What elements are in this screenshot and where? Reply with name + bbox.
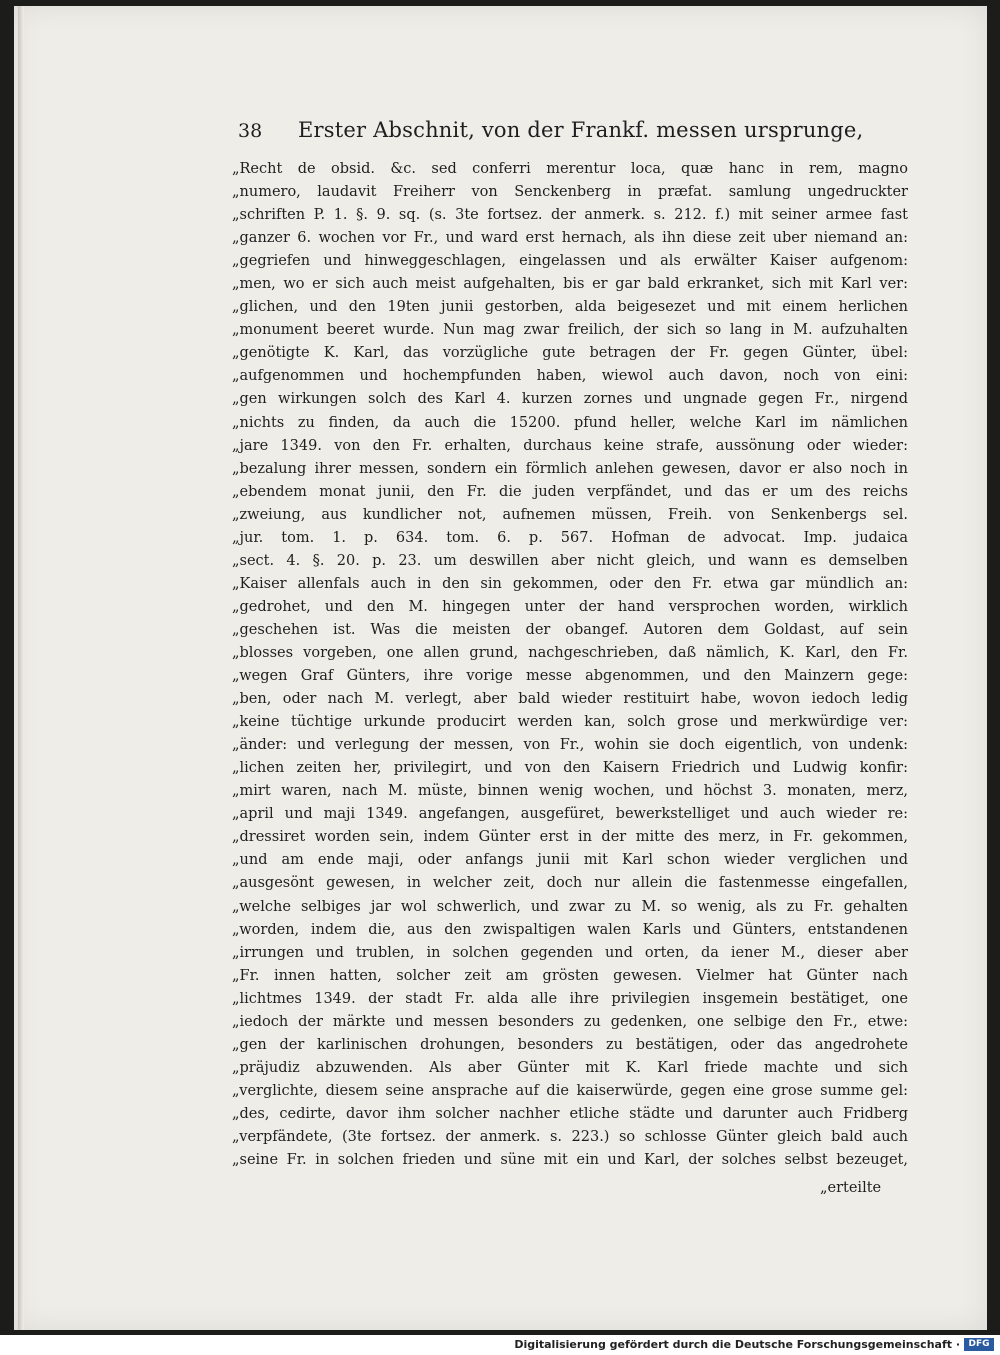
text-line: „dressiret worden sein, indem Günter erst in der mitte des merz, in Fr. gekommen, <box>232 829 908 846</box>
text-line: „ausgesönt gewesen, in welcher zeit, doch nur allein die fastenmesse eingefallen, <box>232 875 908 892</box>
text-line: „jare 1349. von den Fr. erhalten, durchaus keine strafe, aussönung oder wieder: <box>232 437 908 454</box>
text-line: „Kaiser allenfals auch in den sin gekommen, oder den Fr. etwa gar mündlich an: <box>232 575 908 592</box>
text-line: „sect. 4. §. 20. p. 23. um deswillen aber nicht gleich, und wann es demselben <box>232 552 908 569</box>
text-line: „worden, indem die, aus den zwispaltigen walen Karls und Günters, entstandenen <box>232 921 908 938</box>
footer-credit: Digitalisierung gefördert durch die Deutsche Forschungsgemeinschaft · <box>514 1338 960 1351</box>
text-line: „blosses vorgeben, one allen grund, nachgeschrieben, daß nämlich, K. Karl, den Fr. <box>232 644 908 661</box>
text-line: „keine tüchtige urkunde producirt werden kan, solch grose und merkwürdige ver: <box>232 714 908 731</box>
text-line: „Recht de obsid. &c. sed conferri merentur loca, quæ hanc in rem, magno <box>232 161 908 177</box>
text-line: „monument beeret wurde. Nun mag zwar freilich, der sich so lang in M. aufzuhalten <box>232 322 908 339</box>
text-line: „nichts zu finden, da auch die 15200. pfund heller, welche Karl im nämlichen <box>232 414 908 431</box>
text-line: „seine Fr. in solchen frieden und süne mit ein und Karl, der solches selbst bezeuget, <box>232 1152 908 1169</box>
text-line: „ben, oder nach M. verlegt, aber bald wieder restituirt habe, wovon iedoch ledig <box>232 691 908 708</box>
text-line: „änder: und verlegung der messen, von Fr., wohin sie doch eigentlich, von undenk: <box>232 737 908 754</box>
text-line: „des, cedirte, davor ihm solcher nachher etliche städte und darunter auch Fridberg <box>232 1105 908 1122</box>
catchword: „erteilte <box>820 1180 882 1196</box>
text-line: „lichtmes 1349. der stadt Fr. alda alle ihre privilegien insgemein bestätiget, one <box>232 990 908 1007</box>
text-line: „bezalung ihrer messen, sondern ein förmlich anlehen gewesen, davor er also noch in <box>232 460 908 477</box>
text-line: „verglichte, diesem seine ansprache auf die kaiserwürde, gegen eine grose summe gel: <box>232 1082 908 1099</box>
text-line: „und am ende maji, oder anfangs junii mit Karl schon wieder verglichen und <box>232 852 908 869</box>
text-line: „welche selbiges jar wol schwerlich, und zwar zu M. so wenig, als zu Fr. gehalten <box>232 898 908 915</box>
text-line: „geschehen ist. Was die meisten der obangef. Autoren dem Goldast, auf sein <box>232 621 908 638</box>
text-line: „aufgenommen und hochempfunden haben, wiewol auch davon, noch von eini: <box>232 368 908 385</box>
text-line: „verpfändete, (3te fortsez. der anmerk. s. 223.) so schlosse Günter gleich bald auch <box>232 1128 908 1145</box>
text-line: „lichen zeiten her, privilegirt, und von den Kaisern Friedrich und Ludwig konfir: <box>232 760 908 777</box>
text-line: „april und maji 1349. angefangen, ausgefüret, bewerkstelliget und auch wieder re: <box>232 806 908 823</box>
text-line: „irrungen und trublen, in solchen gegenden und orten, da iener M., dieser aber <box>232 944 908 961</box>
page-gutter-shadow <box>18 6 24 1330</box>
text-line: „gen der karlinischen drohungen, besonders zu bestätigen, oder das angedrohete <box>232 1036 908 1053</box>
running-title: Erster Abschnit, von der Frankf. messen ursprunge, <box>298 118 864 142</box>
text-line: „glichen, und den 19ten junii gestorben, alda beigesezet und mit einem herlichen <box>232 299 908 316</box>
text-line: „mirt waren, nach M. müste, binnen wenig wochen, und höchst 3. monaten, merz, <box>232 783 908 800</box>
text-line: „ganzer 6. wochen vor Fr., und ward erst hernach, als ihn diese zeit uber niemand an: <box>232 230 908 247</box>
page-number: 38 <box>238 120 263 142</box>
text-line: „jur. tom. 1. p. 634. tom. 6. p. 567. Hofman de advocat. Imp. judaica <box>232 529 908 546</box>
text-line: „gen wirkungen solch des Karl 4. kurzen zornes und ungnade gegen Fr., nirgend <box>232 391 908 408</box>
text-line: „gegriefen und hinweggeschlagen, eingelassen und als erwälter Kaiser aufgenom: <box>232 253 908 270</box>
text-line: „Fr. innen hatten, solcher zeit am grösten gewesen. Vielmer hat Günter nach <box>232 967 908 984</box>
body-text <box>232 158 908 1172</box>
text-line: „präjudiz abzuwenden. Als aber Günter mit K. Karl friede machte und sich <box>232 1059 908 1076</box>
text-line: „zweiung, aus kundlicher not, aufnemen müssen, Freih. von Senkenbergs sel. <box>232 506 908 523</box>
text-line: „ebendem monat junii, den Fr. die juden verpfändet, und das er um des reichs <box>232 483 908 500</box>
page-header <box>238 118 908 148</box>
digitization-footer <box>0 1335 1000 1355</box>
text-line: „iedoch der märkte und messen besonders zu gedenken, one selbige den Fr., etwe: <box>232 1013 908 1030</box>
text-line: „gedrohet, und den M. hingegen unter der hand versprochen worden, wirklich <box>232 598 908 615</box>
dfg-logo: DFG <box>964 1338 994 1351</box>
text-line: „men, wo er sich auch meist aufgehalten, bis er gar bald erkranket, sich mit Karl ver: <box>232 276 908 293</box>
text-line: „schriften P. 1. §. 9. sq. (s. 3te fortsez. der anmerk. s. 212. f.) mit seiner armee fast <box>232 207 908 224</box>
text-line: „genötigte K. Karl, das vorzügliche gute betragen der Fr. gegen Günter, übel: <box>232 345 908 362</box>
text-line: „numero, laudavit Freiherr von Senckenberg in præfat. samlung ungedruckter <box>232 184 908 201</box>
text-line: „wegen Graf Günters, ihre vorige messe abgenommen, und den Mainzern gege: <box>232 668 908 685</box>
